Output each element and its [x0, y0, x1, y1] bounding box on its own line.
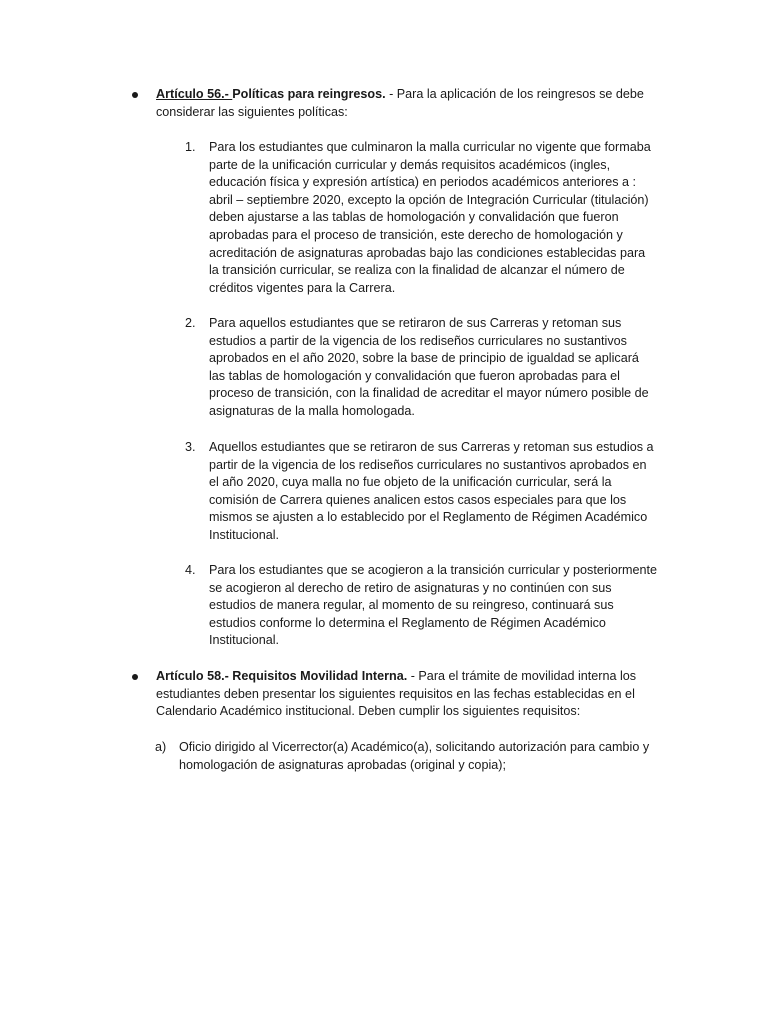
list-item [185, 315, 657, 421]
article-56-paragraph [156, 86, 656, 121]
list-item-text: Para los estudiantes que se acogieron a la transición curricular y posteriormente se acogieron al derecho de retiro de asignaturas y no continúen con sus estudios de manera regular, al momento de su reingreso, continuará sus estudios conforme lo determina el Reglamento de Régimen Académico Institucional. [209, 563, 658, 648]
list-item [185, 562, 658, 650]
article-58-paragraph [156, 668, 656, 721]
list-item [185, 139, 657, 297]
list-item-text: Para los estudiantes que culminaron la malla curricular no vigente que formaba parte de la unificación curricular y demás requisitos académicos (ingles, educación física y expresión artística) en periodos académicos anteriores a : abril – septiembre 2020, excepto la opción de Integración Curricular (titulación) deben ajustarse a las tablas de homologación y convalidación que fueron aprobadas para el proceso de transición, este derecho de homologación y acreditación de asignaturas aprobadas bajo las condiciones establecidas para la transición curricular, se realiza con la finalidad de alcanzar el número de créditos vigentes para la Carrera. [209, 140, 651, 295]
list-item-text: Para aquellos estudiantes que se retiraron de sus Carreras y retoman sus estudios a partir de la vigencia de los rediseños curriculares no sustantivos aprobados en el año 2020, sobre la base de principio de igualdad se aplicará las tablas de homologación y convalidación que fueron aprobadas para el proceso de transición, con la finalidad de acreditar el mayor número posible de asignaturas de la malla homologada. [209, 316, 649, 418]
list-item-marker: 1. [185, 140, 196, 154]
bullet-icon [132, 674, 138, 680]
list-item-marker: a) [155, 740, 167, 754]
list-item-marker: 3. [185, 440, 196, 454]
article-56-label: Artículo 56.- [156, 87, 233, 101]
list-item [155, 739, 659, 774]
article-56-intro: - Para la aplicación de los reingresos se debe considerar las siguientes políticas: [156, 87, 644, 119]
list-item-marker: 2. [185, 316, 196, 330]
bullet-icon [132, 92, 138, 98]
list-item-text: Oficio dirigido al Vicerrector(a) Académico(a), solicitando autorización para cambio y homologación de asignaturas aprobadas (original y copia); [179, 740, 650, 772]
list-item [185, 439, 657, 545]
list-item-marker: 4. [185, 563, 196, 577]
list-item-text: Aquellos estudiantes que se retiraron de sus Carreras y retoman sus estudios a partir de la vigencia de los rediseños curriculares no sustantivos aprobados en el año 2020, cuya malla no fue objeto de la unificación curricular, será la comisión de Carrera quienes analicen estos casos especiales para que los mismos se ajusten a lo establecido por el Reglamento de Régimen Académico Institucional. [209, 440, 654, 542]
article-58-intro: - Para el trámite de movilidad interna los estudiantes deben presentar los siguientes requisitos en las fechas establecidas en el Calendario Académico institucional. Deben cumplir los siguientes requisitos: [156, 669, 637, 719]
article-58-title: Artículo 58.- Requisitos Movilidad Interna. [156, 669, 408, 683]
article-56-title: Políticas para reingresos. [232, 87, 386, 101]
